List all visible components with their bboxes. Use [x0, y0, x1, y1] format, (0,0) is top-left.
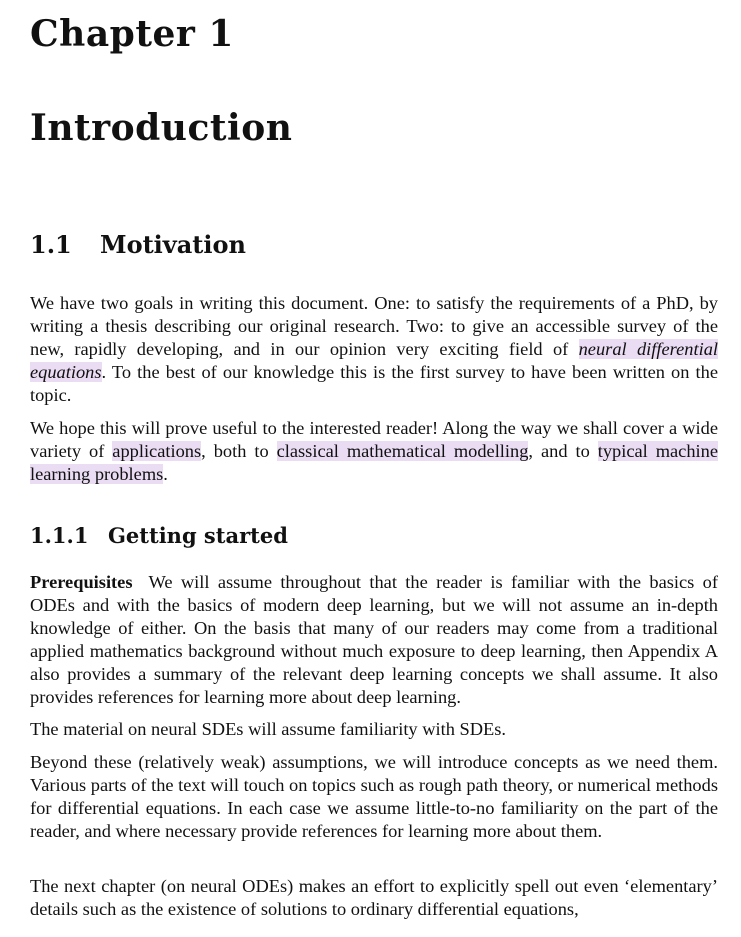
- paragraph-hope: [30, 417, 718, 486]
- paragraph-text: , both to: [201, 441, 277, 461]
- paragraph-next-chapter: The next chapter (on neural ODEs) makes an effort to explicitly spell out even ‘elementary’ details such as the existence of solutions to ordinary differential equations,: [30, 876, 718, 919]
- link-typical-machine-learning-problems[interactable]: typical machine learning problems: [30, 441, 719, 484]
- subsection-heading: [30, 524, 718, 548]
- paragraph-lead: Prerequisites: [30, 572, 133, 592]
- paragraph-text: We hope this will prove useful to the interested reader! Along the way we shall cover a wide variety of: [30, 418, 718, 461]
- section-title: Motivation: [100, 230, 246, 259]
- paragraph-text: We will assume throughout that the reader is familiar with the basics of ODEs and with the basics of modern deep learning, but we will not assume an in-depth knowledge of either. On the basis that many of our readers may come from a traditional applied mathematics background without much exposure to deep learning, then Appendix A also provides a summary of the relevant deep learning concepts we shall assume. It also provides references for learning more about deep learning.: [30, 572, 718, 707]
- paragraph-prerequisites: [30, 571, 718, 709]
- paragraph-text: . To the best of our knowledge this is the first survey to have been written on the topic.: [30, 362, 718, 405]
- chapter-label: Chapter 1: [30, 13, 234, 55]
- paragraph-assumptions: Beyond these (relatively weak) assumptions, we will introduce concepts as we need them. Various parts of the text will touch on topics such as rough path theory, or numerical methods for differential equations. In each case we assume little-to-no familiarity on the part of the reader, and where necessary provide references for learning more about them.: [30, 752, 718, 841]
- paragraph-text: .: [163, 464, 168, 484]
- paragraph-sdes: The material on neural SDEs will assume familiarity with SDEs.: [30, 719, 507, 739]
- link-neural-differential-equations[interactable]: neural differential equations: [30, 339, 718, 382]
- link-classical-mathematical-modelling[interactable]: classical mathematical modelling: [276, 441, 529, 461]
- subsection-title: Getting started: [108, 523, 288, 548]
- paragraph-text: , and to: [528, 441, 598, 461]
- paragraph-goals: [30, 292, 718, 407]
- link-applications[interactable]: applications: [112, 441, 202, 461]
- subsection-number: 1.1.1: [30, 523, 89, 548]
- paragraph-text: We have two goals in writing this document. One: to satisfy the requirements of a PhD, by writing a thesis describing our original research. Two: to give an accessible survey of the new, rapidly developing, and in our opinion very exciting field of: [30, 293, 718, 359]
- section-number: 1.1: [30, 230, 72, 259]
- chapter-title: Introduction: [30, 107, 293, 149]
- section-heading: [30, 231, 718, 259]
